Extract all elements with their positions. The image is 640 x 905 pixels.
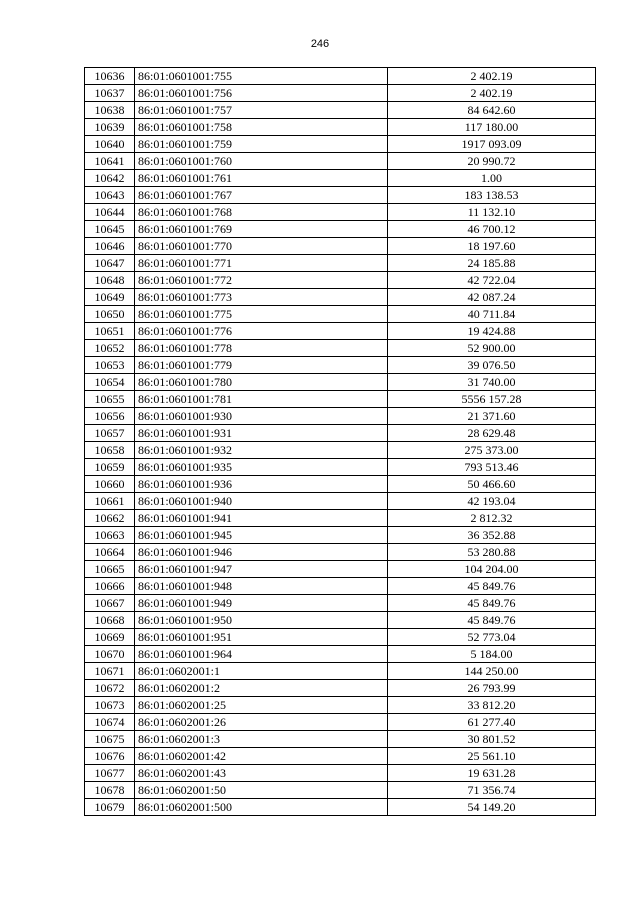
- page-number: 246: [310, 38, 330, 50]
- table-row: [85, 799, 596, 816]
- cadastral-number-cell: 86:01:0601001:935: [135, 459, 388, 476]
- row-number-cell: 10672: [85, 680, 135, 697]
- table-row: [85, 442, 596, 459]
- cadastral-number-cell: 86:01:0601001:930: [135, 408, 388, 425]
- cadastral-value-table: [84, 67, 596, 816]
- table-row: [85, 272, 596, 289]
- cadastral-number-cell: 86:01:0602001:42: [135, 748, 388, 765]
- value-cell: 31 740.00: [388, 374, 596, 391]
- table-row: [85, 102, 596, 119]
- value-cell: 19 631.28: [388, 765, 596, 782]
- row-number-cell: 10665: [85, 561, 135, 578]
- row-number-cell: 10674: [85, 714, 135, 731]
- table-row: [85, 357, 596, 374]
- value-cell: 45 849.76: [388, 595, 596, 612]
- table-row: [85, 425, 596, 442]
- value-cell: 275 373.00: [388, 442, 596, 459]
- table-row: [85, 697, 596, 714]
- value-cell: 5 184.00: [388, 646, 596, 663]
- cadastral-number-cell: 86:01:0601001:769: [135, 221, 388, 238]
- table-row: [85, 646, 596, 663]
- value-cell: 40 711.84: [388, 306, 596, 323]
- table-row: [85, 391, 596, 408]
- value-cell: 19 424.88: [388, 323, 596, 340]
- table-row: [85, 680, 596, 697]
- cadastral-number-cell: 86:01:0601001:950: [135, 612, 388, 629]
- table-row: [85, 476, 596, 493]
- row-number-cell: 10649: [85, 289, 135, 306]
- cadastral-number-cell: 86:01:0601001:775: [135, 306, 388, 323]
- value-cell: 793 513.46: [388, 459, 596, 476]
- row-number-cell: 10652: [85, 340, 135, 357]
- value-cell: 5556 157.28: [388, 391, 596, 408]
- cadastral-number-cell: 86:01:0601001:931: [135, 425, 388, 442]
- row-number-cell: 10644: [85, 204, 135, 221]
- cadastral-number-cell: 86:01:0602001:26: [135, 714, 388, 731]
- table-row: [85, 119, 596, 136]
- value-cell: 2 402.19: [388, 85, 596, 102]
- value-cell: 18 197.60: [388, 238, 596, 255]
- table-row: [85, 765, 596, 782]
- cadastral-number-cell: 86:01:0601001:780: [135, 374, 388, 391]
- cadastral-number-cell: 86:01:0601001:773: [135, 289, 388, 306]
- value-cell: 24 185.88: [388, 255, 596, 272]
- value-cell: 117 180.00: [388, 119, 596, 136]
- row-number-cell: 10676: [85, 748, 135, 765]
- value-cell: 28 629.48: [388, 425, 596, 442]
- row-number-cell: 10639: [85, 119, 135, 136]
- table-row: [85, 714, 596, 731]
- table-row: [85, 459, 596, 476]
- cadastral-number-cell: 86:01:0601001:760: [135, 153, 388, 170]
- cadastral-number-cell: 86:01:0602001:1: [135, 663, 388, 680]
- table-row: [85, 136, 596, 153]
- table-row: [85, 340, 596, 357]
- value-cell: 26 793.99: [388, 680, 596, 697]
- value-cell: 2 812.32: [388, 510, 596, 527]
- cadastral-number-cell: 86:01:0601001:756: [135, 85, 388, 102]
- row-number-cell: 10657: [85, 425, 135, 442]
- row-number-cell: 10636: [85, 68, 135, 85]
- cadastral-number-cell: 86:01:0601001:771: [135, 255, 388, 272]
- table-row: [85, 255, 596, 272]
- value-cell: 42 087.24: [388, 289, 596, 306]
- value-cell: 25 561.10: [388, 748, 596, 765]
- row-number-cell: 10656: [85, 408, 135, 425]
- row-number-cell: 10642: [85, 170, 135, 187]
- table-row: [85, 170, 596, 187]
- cadastral-number-cell: 86:01:0601001:964: [135, 646, 388, 663]
- cadastral-number-cell: 86:01:0601001:949: [135, 595, 388, 612]
- cadastral-number-cell: 86:01:0601001:772: [135, 272, 388, 289]
- value-cell: 20 990.72: [388, 153, 596, 170]
- table-row: [85, 561, 596, 578]
- value-cell: 2 402.19: [388, 68, 596, 85]
- table-row: [85, 748, 596, 765]
- cadastral-number-cell: 86:01:0601001:770: [135, 238, 388, 255]
- row-number-cell: 10673: [85, 697, 135, 714]
- row-number-cell: 10640: [85, 136, 135, 153]
- value-cell: 46 700.12: [388, 221, 596, 238]
- value-cell: 71 356.74: [388, 782, 596, 799]
- value-cell: 39 076.50: [388, 357, 596, 374]
- table-row: [85, 731, 596, 748]
- cadastral-number-cell: 86:01:0602001:25: [135, 697, 388, 714]
- row-number-cell: 10661: [85, 493, 135, 510]
- cadastral-number-cell: 86:01:0601001:946: [135, 544, 388, 561]
- value-cell: 21 371.60: [388, 408, 596, 425]
- value-cell: 42 722.04: [388, 272, 596, 289]
- value-cell: 54 149.20: [388, 799, 596, 816]
- row-number-cell: 10675: [85, 731, 135, 748]
- table-body: [85, 68, 596, 816]
- row-number-cell: 10668: [85, 612, 135, 629]
- table-row: [85, 612, 596, 629]
- table-row: [85, 153, 596, 170]
- table-row: [85, 493, 596, 510]
- row-number-cell: 10646: [85, 238, 135, 255]
- cadastral-number-cell: 86:01:0601001:778: [135, 340, 388, 357]
- row-number-cell: 10679: [85, 799, 135, 816]
- cadastral-number-cell: 86:01:0601001:761: [135, 170, 388, 187]
- table-row: [85, 408, 596, 425]
- value-cell: 1.00: [388, 170, 596, 187]
- cadastral-number-cell: 86:01:0601001:779: [135, 357, 388, 374]
- value-cell: 30 801.52: [388, 731, 596, 748]
- table-row: [85, 374, 596, 391]
- row-number-cell: 10648: [85, 272, 135, 289]
- value-cell: 52 900.00: [388, 340, 596, 357]
- cadastral-number-cell: 86:01:0601001:932: [135, 442, 388, 459]
- value-cell: 11 132.10: [388, 204, 596, 221]
- row-number-cell: 10678: [85, 782, 135, 799]
- value-cell: 42 193.04: [388, 493, 596, 510]
- table-row: [85, 306, 596, 323]
- cadastral-number-cell: 86:01:0602001:43: [135, 765, 388, 782]
- cadastral-number-cell: 86:01:0601001:767: [135, 187, 388, 204]
- value-cell: 104 204.00: [388, 561, 596, 578]
- cadastral-number-cell: 86:01:0601001:948: [135, 578, 388, 595]
- table-row: [85, 204, 596, 221]
- value-cell: 50 466.60: [388, 476, 596, 493]
- row-number-cell: 10677: [85, 765, 135, 782]
- row-number-cell: 10663: [85, 527, 135, 544]
- cadastral-number-cell: 86:01:0601001:758: [135, 119, 388, 136]
- cadastral-number-cell: 86:01:0601001:941: [135, 510, 388, 527]
- cadastral-number-cell: 86:01:0601001:776: [135, 323, 388, 340]
- row-number-cell: 10655: [85, 391, 135, 408]
- table-row: [85, 221, 596, 238]
- row-number-cell: 10637: [85, 85, 135, 102]
- row-number-cell: 10638: [85, 102, 135, 119]
- cadastral-number-cell: 86:01:0601001:947: [135, 561, 388, 578]
- table-row: [85, 527, 596, 544]
- value-cell: 45 849.76: [388, 612, 596, 629]
- value-cell: 183 138.53: [388, 187, 596, 204]
- value-cell: 33 812.20: [388, 697, 596, 714]
- value-cell: 144 250.00: [388, 663, 596, 680]
- table-row: [85, 578, 596, 595]
- value-cell: 53 280.88: [388, 544, 596, 561]
- value-cell: 52 773.04: [388, 629, 596, 646]
- value-cell: 1917 093.09: [388, 136, 596, 153]
- cadastral-number-cell: 86:01:0601001:940: [135, 493, 388, 510]
- table-row: [85, 289, 596, 306]
- table-row: [85, 238, 596, 255]
- table-row: [85, 663, 596, 680]
- cadastral-number-cell: 86:01:0601001:951: [135, 629, 388, 646]
- table-row: [85, 629, 596, 646]
- row-number-cell: 10643: [85, 187, 135, 204]
- value-cell: 61 277.40: [388, 714, 596, 731]
- value-cell: 84 642.60: [388, 102, 596, 119]
- row-number-cell: 10660: [85, 476, 135, 493]
- row-number-cell: 10664: [85, 544, 135, 561]
- cadastral-number-cell: 86:01:0602001:500: [135, 799, 388, 816]
- cadastral-number-cell: 86:01:0601001:755: [135, 68, 388, 85]
- table-row: [85, 544, 596, 561]
- row-number-cell: 10645: [85, 221, 135, 238]
- row-number-cell: 10647: [85, 255, 135, 272]
- row-number-cell: 10653: [85, 357, 135, 374]
- cadastral-number-cell: 86:01:0602001:50: [135, 782, 388, 799]
- cadastral-number-cell: 86:01:0601001:781: [135, 391, 388, 408]
- row-number-cell: 10669: [85, 629, 135, 646]
- cadastral-number-cell: 86:01:0601001:936: [135, 476, 388, 493]
- row-number-cell: 10667: [85, 595, 135, 612]
- table-row: [85, 68, 596, 85]
- row-number-cell: 10651: [85, 323, 135, 340]
- row-number-cell: 10659: [85, 459, 135, 476]
- row-number-cell: 10650: [85, 306, 135, 323]
- value-cell: 45 849.76: [388, 578, 596, 595]
- table-row: [85, 595, 596, 612]
- row-number-cell: 10641: [85, 153, 135, 170]
- row-number-cell: 10658: [85, 442, 135, 459]
- cadastral-number-cell: 86:01:0602001:2: [135, 680, 388, 697]
- row-number-cell: 10670: [85, 646, 135, 663]
- value-cell: 36 352.88: [388, 527, 596, 544]
- table-row: [85, 510, 596, 527]
- row-number-cell: 10671: [85, 663, 135, 680]
- table-row: [85, 187, 596, 204]
- row-number-cell: 10666: [85, 578, 135, 595]
- cadastral-number-cell: 86:01:0601001:757: [135, 102, 388, 119]
- cadastral-number-cell: 86:01:0601001:945: [135, 527, 388, 544]
- table-row: [85, 323, 596, 340]
- cadastral-number-cell: 86:01:0601001:768: [135, 204, 388, 221]
- cadastral-number-cell: 86:01:0602001:3: [135, 731, 388, 748]
- cadastral-number-cell: 86:01:0601001:759: [135, 136, 388, 153]
- table-row: [85, 85, 596, 102]
- table-row: [85, 782, 596, 799]
- row-number-cell: 10662: [85, 510, 135, 527]
- row-number-cell: 10654: [85, 374, 135, 391]
